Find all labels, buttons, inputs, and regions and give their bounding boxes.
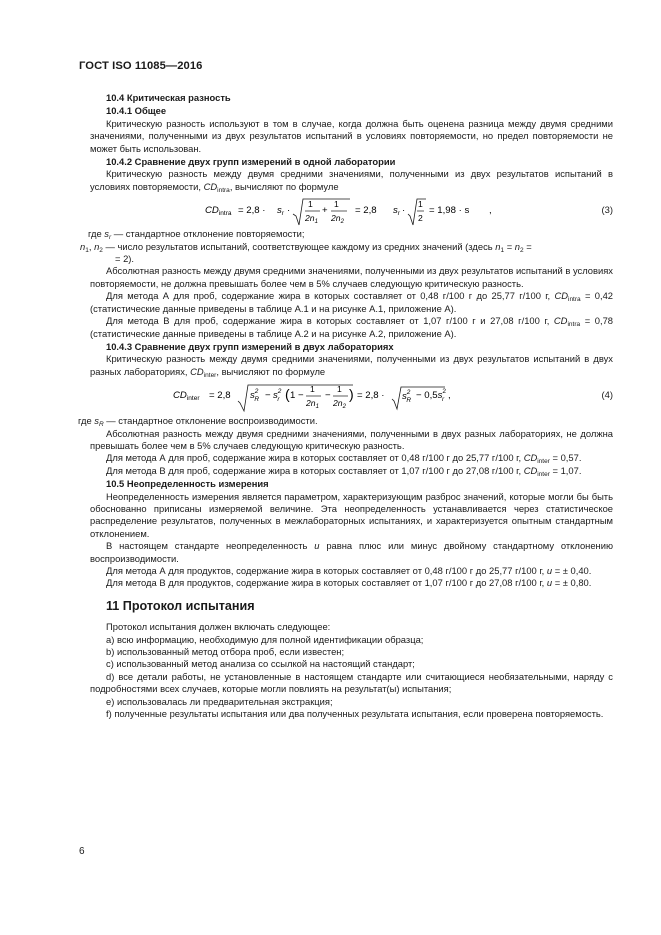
- formula-3-expression: [205, 194, 525, 228]
- svg-text:− 0,5s2r: − $0,5s^2$ r: [416, 388, 447, 404]
- paragraph: Для метода В для проб, содержание жира в которых составляет от 1,07 г/100 г и 27,08 г/100 г, $CD_{intra} = 0,78$ (статистические данные приведены в таблице А.2 и на рисунке А.2, приложение А).: [90, 315, 614, 339]
- paragraph: Для метода А для проб, содержание жира в которых составляет от 0,48 г/100 г до 25,77 г/100 г, $CD_{intra} = 0,42$ (статистические данные приведены в таблице А.1 и на рисунке А.1, приложение А).: [90, 290, 614, 314]
- paragraph: Для метода А для продуктов, содержание жира в которых составляет от 0,48 г/100 г до 25,77 г/100 г, u = ± 0,40.: [106, 565, 592, 576]
- where-n: $n_1$, $n_2$ — число результатов испытаний, соответствующее каждому из средних значений (здесь $n_1 = n_2$ =: [80, 240, 532, 254]
- svg-text:2n2: $2n_2$: [331, 213, 344, 226]
- svg-text:s2r: $s^2$ r: [273, 388, 282, 404]
- requirements-list: [90, 634, 613, 721]
- section-10-4-3-title: 10.4.3 Сравнение двух групп измерений в двух лабораториях: [106, 340, 394, 352]
- svg-text:s2R: $s^2$ R: [402, 389, 412, 405]
- svg-text:·: ·: [287, 205, 291, 217]
- svg-text:CDintra: $CD_{intra}$: [205, 205, 232, 218]
- svg-text:sr: $s_r$: [277, 205, 284, 218]
- svg-text:1: 1: [308, 199, 313, 210]
- svg-text:−: −: [265, 390, 271, 402]
- svg-text:= 2,8: = 2,8: [355, 205, 377, 217]
- paragraph: В настоящем стандарте неопределенность u равна плюс или минус двойному стандартному отклонению воспроизводимости.: [90, 540, 614, 564]
- svg-text:2n2: $2n_2$: [333, 398, 346, 411]
- paragraph: Критическую разность между двумя средними значениями, полученными из двух результатов испытаний в двух разных лабораториях, $CD_{inter}$, вычисляют по формуле: [90, 353, 613, 379]
- svg-text:2n1: $2n_1$: [305, 213, 318, 226]
- page-number: 6: [79, 846, 85, 857]
- formula-4-number: (4): [601, 389, 613, 401]
- where-sr: где $s_r$ — стандартное отклонение повторяемости;: [88, 228, 305, 242]
- paragraph: Для метода В для продуктов, содержание жира в которых составляет от 1,07 г/100 г до 27,08 г/100 г, u = ± 0,80.: [106, 577, 592, 589]
- svg-text:1: 1: [418, 199, 423, 210]
- svg-text:s2R: $s^2$ R: [250, 388, 260, 404]
- section-10-4-title: 10.4 Критическая разность: [106, 92, 231, 103]
- list-item: b) использованный метод отбора проб, если известен;: [106, 646, 345, 658]
- svg-text:= 1,98 · s: = 1,98 · s: [429, 205, 470, 217]
- list-item: а) всю информацию, необходимую для полной идентификации образца;: [106, 633, 424, 645]
- paragraph: Критическую разность используют в том в случае, когда должна быть оценена разница между двумя средними значениями, полученными из двух результатов испытаний в условиях повторяемости, но предел повторяемости не может быть использован.: [90, 117, 613, 154]
- paragraph: Для метода А для проб, содержание жира в которых составляет от 0,48 г/100 г до 25,77 г/100 г, $CD_{inter} = 0,57$.: [106, 452, 582, 466]
- list-item: f) полученные результаты испытания или два полученных результата испытания, если проверена повторяемость.: [106, 708, 604, 720]
- list-item: е) использовалась ли предварительная экстракция;: [106, 695, 333, 707]
- section-10-4-2-title: 10.4.2 Сравнение двух групп измерений в одной лаборатории: [106, 156, 396, 168]
- formula-3: [90, 194, 613, 228]
- list-item: d) все детали работы, не установленные в настоящем стандарте или считающиеся необязательными, наряду с подробностями всех случаев, которые могли повлиять на результат(ы) испытания;: [90, 670, 613, 695]
- paragraph: Абсолютная разность между двумя средними значениями, полученными в двух разных лабораториях, не должна превышать более чем в 5% случаев следующую критическую разность.: [90, 427, 613, 451]
- paragraph: Абсолютная разность между двумя средними значениями, полученными из двух результатов испытаний в условиях повторяемости, не должна превышать более чем в 5% случаев следующую критическую разность.: [90, 265, 613, 289]
- svg-text:,: ,: [448, 390, 451, 402]
- svg-text:−: −: [325, 390, 331, 402]
- document-header: ГОСТ ISO 11085—2016: [79, 60, 203, 72]
- svg-text:1 −: 1 −: [290, 390, 304, 402]
- svg-text:= 2,8: = 2,8: [209, 390, 231, 402]
- svg-text:2: 2: [418, 213, 423, 224]
- where-sR: где $s_R$ — стандартное отклонение воспроизводимости.: [78, 415, 318, 429]
- svg-text:1: 1: [337, 384, 342, 395]
- section-10-5-title: 10.5 Неопределенность измерения: [106, 478, 269, 490]
- section-11-title: 11 Протокол испытания: [106, 598, 255, 613]
- formula-4-expression: [173, 379, 503, 415]
- svg-text:,: ,: [489, 205, 492, 217]
- paragraph: Критическую разность между двумя средними значениями, полученными из двух результатов испытаний в условиях повторяемости, $CD_{intra}$, вычисляют по формуле: [90, 168, 613, 194]
- where-n-tail: = 2).: [115, 253, 135, 265]
- svg-text:1: 1: [334, 199, 339, 210]
- svg-text:sr: $s_r$: [393, 205, 400, 218]
- svg-text:·: ·: [402, 205, 406, 217]
- svg-text:(: (: [285, 386, 290, 403]
- document-body: [78, 92, 614, 720]
- section-10-4-1-title: 10.4.1 Общее: [106, 105, 167, 117]
- formula-4: [90, 379, 613, 415]
- svg-text:1: 1: [310, 384, 315, 395]
- paragraph: Протокол испытания должен включать следующее:: [106, 621, 331, 633]
- paragraph: Для метода В для проб, содержание жира в которых составляет от 1,07 г/100 г до 27,08 г/100 г, $CD_{inter} = 1,07$.: [106, 464, 582, 478]
- svg-text:= 2,8 ·: = 2,8 ·: [357, 390, 385, 402]
- svg-text:): ): [349, 386, 354, 403]
- list-item: с) использованный метод анализа со ссылкой на настоящий стандарт;: [106, 658, 415, 670]
- paragraph: Неопределенность измерения является параметром, характеризующим разброс значений, которые могли бы быть обоснованно приписаны измеряемой величине. Эта неопределенность устанавливается через статистическое распределение результатов, полученных в межлабораторных испытаниях, и характеризуется опытным стандартным отклонением.: [90, 490, 613, 539]
- formula-3-number: (3): [601, 204, 613, 216]
- svg-text:2n1: $2n_1$: [306, 398, 319, 411]
- svg-text:= 2,8 ·: = 2,8 ·: [238, 205, 266, 217]
- svg-text:+: +: [322, 205, 328, 217]
- svg-text:CDinter: $CD_{inter}$: [173, 390, 200, 403]
